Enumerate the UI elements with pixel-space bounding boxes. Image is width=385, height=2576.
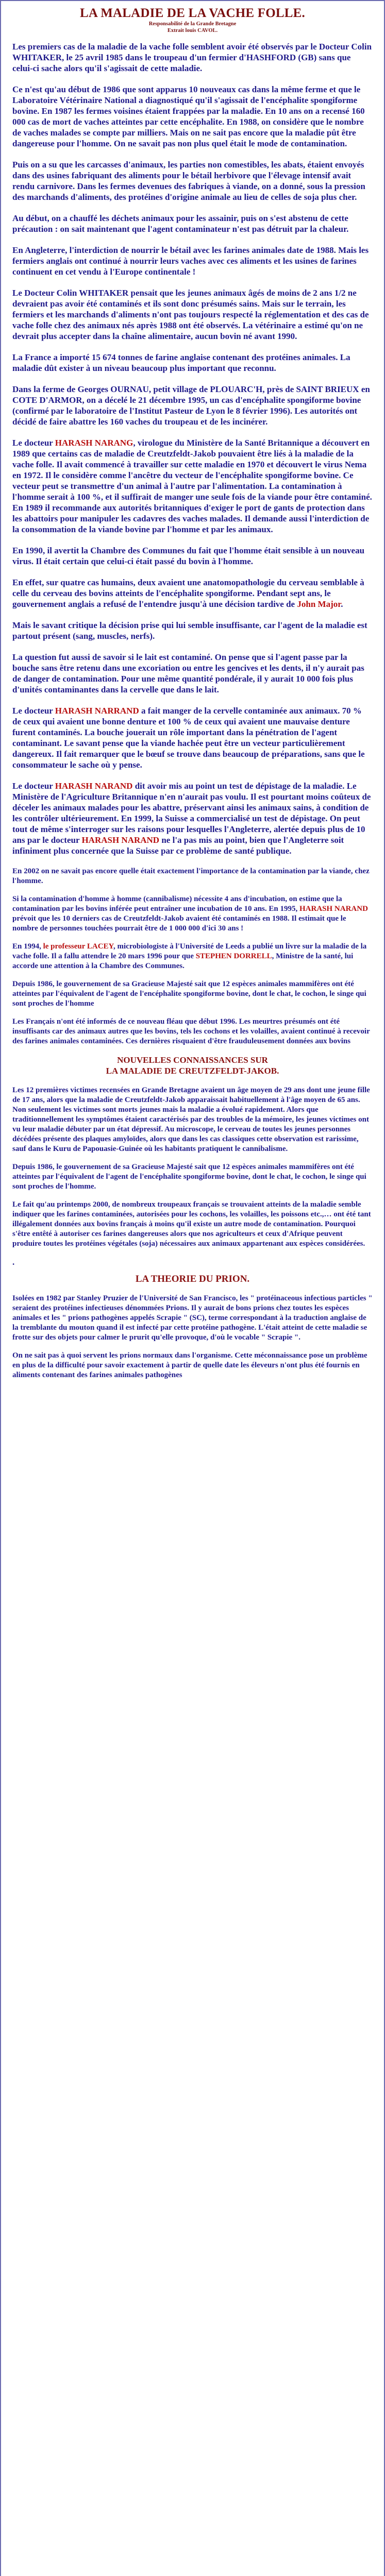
paragraph-text: Au début, on a chauffé les déchets animaux pour les assainir, puis on s'est abstenu de cette précaution : on sait maintenant que l'agent contaminateur n'est pas détruit par la chaleur. <box>12 213 349 234</box>
paragraph-text: prévoit que les 10 derniers cas de Creutzfeldt-Jakob avaient été contaminés en 1988. Il estimait que le nombre de personnes touchées pourrait être de 1 000 000 d'ici 30 ans ! <box>12 914 346 933</box>
paragraph-text: a fait manger de la cervelle contaminée aux animaux. 70 % de ceux qui avaient une bonne denture et 100 % de ceux qui avaient une mauvaise denture furent contaminés. La bouche jouerait un rôle important dans la pénétration de l'agent contaminant. Le savant pense que la viande hachée peut être un vecteur particulièrement dangereux. Il fait remarquer que le bœuf se trouve dans beaucoup de préparations, sans que le consommateur le sache où y pense. <box>12 706 365 770</box>
paragraph <box>12 287 373 342</box>
paragraph-text: On ne sait pas à quoi servent les prions normaux dans l'organisme. Cette méconnaissance pose un problème en plus de la difficulté pour savoir exactement à partir de quelle date les éleveurs n'ont plus été fournis en aliments contenant des farines animales pathogènes <box>12 1351 367 1379</box>
paragraph-text: , microbiologiste à l'Université de Leeds a publié un livre sur la maladie de la vache folle. Il a fallu attendre le 20 mars 1996 pour que <box>12 942 367 960</box>
paragraph-text: La question fut aussi de savoir si le lait est contaminé. <box>12 652 213 662</box>
paragraph <box>12 1162 373 1192</box>
subtitle-responsibility: Responsabilité de la Grande Bretagne <box>148 21 237 27</box>
paragraph <box>12 84 373 149</box>
paragraph-text: Depuis 1986, le gouvernement de sa Gracieuse Majesté sait que 12 espèces animales mammifères ont été atteintes par l'équivalent de l'agent de l'encéphalite spongiforme bovine, dont le chat, le cochon, le singe qui sont proches de l'homme. <box>12 1163 366 1191</box>
paragraph <box>12 213 373 234</box>
paragraph-text: Les premiers cas de la maladie de la vache folle semblent avoir été observés par le Docteur Colin WHITAKER, le 25 avril 1985 dans le troupeau d'un fermier d'HASHFORD (GB) sans que celui-ci sache alors qu'il s'agissait de cette maladie. <box>12 42 372 73</box>
section-heading-nouvelles-connaissances <box>12 1055 373 1076</box>
paragraph-text: , Ministre de la santé, lui accorde une attention à la Chambre des Communes. <box>12 952 354 970</box>
paragraph-text: . <box>341 599 343 609</box>
paragraph-text: En 2002 on ne savait pas encore quelle était exactement l'importance de la contamination par la viande, chez l'homme. <box>12 867 370 885</box>
paragraph <box>12 1351 373 1380</box>
paragraph <box>12 245 373 277</box>
paragraph-text: La France a importé 15 674 tonnes de farine anglaise contenant des protéines animales. La maladie dût exister à un niveau beaucoup plus important que reconnu. <box>12 352 350 373</box>
paragraph-text: ne l'a pas mis au point, bien que l'Angleterre soit infiniment plus concernée que la Suisse par ce problème de santé publique. <box>12 835 344 856</box>
paragraph <box>12 867 373 886</box>
section-heading-theorie-du-prion: LA THEORIE DU PRION. <box>135 1274 250 1284</box>
article-body-part-1 <box>12 41 373 1046</box>
paragraph-text: Mais le savant critique la décision prise qui lui semble insuffisante, car l'agent de la maladie est partout présent (sang, muscles, nerfs). <box>12 620 367 641</box>
highlighted-name: HARASH NARANG <box>55 438 133 448</box>
paragraph <box>12 352 373 374</box>
paragraph-text: Isolées en 1982 par Stanley Pruzier de l'Université de San Francisco, les " protéinaceous infectious particles " seraient des protéines infectieuses dénommées Prions. Il y aurait de bons prions chez toutes les espèces animales et les " prions pathogènes appelés Scrapie " (SC), terme correspondant à la traduction anglaise de la tremblante du mouton quand il est infecté par cette protéine pathogène. L'était atteint de cette maladie se frotte sur des objets pour calmer le prurit qu'elle provoque, d'où le vocable " Scrapie ". <box>12 1294 373 1342</box>
paragraph-text: dit avoir mis au point un test de dépistage de la maladie. Le Ministère de l'Agriculture Britannique n'en n'aurait pas voulu. <box>12 781 357 802</box>
highlighted-name: HARASH NARAND <box>299 905 368 913</box>
paragraph <box>12 437 373 535</box>
paragraph-text: Les Français n'ont été informés de ce nouveau fléau que début 1996. Les meurtres présumés ont été insuffisants car des animaux autres que les bovins, tels les cochons et les volailles, avaient continué à recevoir des farines animales contaminées. Ces dernières risquaient d'être frauduleusement données aux bovins <box>12 1018 370 1045</box>
highlighted-name: John Major <box>297 599 341 609</box>
paragraph-text: Il est pourtant moins coûteux de déceler les animaux malades pour les abattre, préservant ainsi les animaux sains, à condition de les contrôler ultérieurement. <box>12 792 371 823</box>
paragraph-text: Le fait qu'au printemps 2000, de nombreux troupeaux français se trouvaient atteints de la maladie semble indiquer que les farines contaminées, autorisées pour les cochons, les volailles, les poissons etc.,… ont été tant illégalement données aux bovins français à moins qu'il existe un autre mode de contamination. Pourquoi s'être entêté à autoriser ces farines dangereuses alors que nos agriculteurs et ceux d'Afrique peuvent produire toutes les protéines végétales (soja) nécessaires aux animaux appartenant aux espèces considérées. <box>12 1200 371 1248</box>
section-heading-line-1: NOUVELLES CONNAISSANCES SUR <box>117 1055 268 1065</box>
paragraph <box>12 652 373 695</box>
paragraph <box>12 979 373 1009</box>
paragraph <box>12 1200 373 1249</box>
paragraph-text: En 1999, la Suisse a commercialisé un test de dépistage. <box>119 814 328 823</box>
paragraph <box>12 41 373 74</box>
paragraph <box>12 545 373 567</box>
page-title: LA MALADIE DE LA VACHE FOLLE. <box>80 6 305 20</box>
paragraph <box>12 1017 373 1046</box>
paragraph-text: Les 12 premières victimes recensées en Grande Bretagne avaient un âge moyen de 29 ans dont une jeune fille de 17 ans, alors que la maladie de Creutzfeldt-Jakob apparaissait habituellement à l'âge moyen de 65 ans. Non seulement les victimes sont morts jeunes mais la maladie a évolué rapidement. Alors que traditionnellement les symptômes étaient caractérisés par des troubles de la mémoire, les jeunes victimes ont vu leur maladie débuter par un état dépressif. <box>12 1086 370 1133</box>
paragraph-text: Dans la ferme de Georges OURNAU, petit village de PLOUARC'H, près de SAINT BRIEUX en COTE D'ARMOR, on a décelé le 21 décembre 1995, un cas d'encéphalite spongiforme bovine (confirmé par le laboratoire de l'Institut Pasteur de Lyon le 8 février 1996). Les autorités ont décidé de faire abattre les 160 vaches du troupeau et de les incinérer. <box>12 384 370 427</box>
paragraph <box>12 620 373 641</box>
highlighted-name: HARASH NARRAND <box>55 706 139 716</box>
paragraph-text: La vétérinaire a estimé qu'on ne devrait plus accepter dans la chaîne alimentaire, aucun bovin né avant 1990. <box>12 320 363 341</box>
paragraph-text: Puis on a su que les carcasses d'animaux, les parties non comestibles, les abats, étaient envoyés dans des usines fabriquant des aliments pour le bétail herbivore que l'élevage intensif avait rendu carnivore. Dans les fermes devenues des fabriques à viande, on a donné, sous la pression des marchands d'aliments, des protéines d'origine animale au lieu de celles de soja plus cher. <box>12 160 365 202</box>
paragraph-text: Le Docteur Colin WHITAKER pensait que les jeunes animaux âgés de moins de 2 ans 1/2 ne devraient pas avoir été contaminés et ils sont donc présumés sains. Mais sur le terrain, les fermiers et les marchands d'aliments n'ont pas toujours respecté la réglementation et des cas de vache folle chez des animaux nés après 1988 ont été observés. <box>12 288 369 330</box>
paragraph <box>12 894 373 934</box>
paragraph <box>12 942 373 971</box>
paragraph-text: On pense que si l'agent passe par la bouche sans être retenu dans une excoriation ou entre les gencives et les dents, il n'y aurait pas de danger de contamination. Pour une même quantité pondérale, il y aurait 10 000 fois plus d'unités contaminantes dans la cervelle que dans le lait. <box>12 652 364 694</box>
paragraph-text: Le docteur <box>12 438 55 448</box>
paragraph-text: Si la contamination d'homme à homme (cannibalisme) nécessite 4 ans d'incubation, on estime que la contamination par les bovins inférée peut entraîner une incubation de 10 ans. En 1995, <box>12 895 342 913</box>
article-body-part-2 <box>12 1086 373 1249</box>
paragraph <box>12 159 373 202</box>
paragraph-text: Au microscope, le cerveau de toutes les jeunes personnes décédées présente des plaques amyloïdes, alors que dans les cas classiques cette observation est rarissime, sauf dans le Kuru de Papouasie-Guinée où les habitants pratiquent le cannibalisme. <box>12 1125 359 1153</box>
paragraph-text: , virologue du Ministère de la Santé Britannique a découvert en 1989 que certains cas de maladie de Creutzfeldt-Jakob pouvaient être liés à la maladie de la vache folle. Il avait commencé à travailler sur cette maladie en 1970 et découvert le virus Nema en 1972. Il le considère comme l'ancêtre du vecteur de l'encéphalite spongiforme bovine. Ce vecteur peut se transmettre d'un animal à l'autre par l'alimentation. La contamination à l'homme serait à 100 %, et il suffirait de manger une seule fois de la viande pour être contaminé. En 1989 il recommande aux autorités britanniques d'exiger le port de gants de protection dans les abattoirs pour manipuler les cadavres des vaches malades. Il demande aussi l'interdiction de la consommation de la viande bovine par l'homme et par les animaux. <box>12 438 372 534</box>
highlighted-name: HARASH NARAND <box>55 781 133 791</box>
subtitle <box>12 21 373 34</box>
paragraph <box>12 577 373 609</box>
paragraph-text: En effet, sur quatre cas humains, deux avaient une anatomopathologie du cerveau semblable à celle du cerveau des bovins atteints de l'encéphalite spongiforme. Pendant sept ans, le gouvernement anglais a refusé de l'entendre jusqu'à une décision tardive de <box>12 578 364 609</box>
paragraph <box>12 1294 373 1343</box>
highlighted-name: le professeur LACEY <box>43 942 114 951</box>
paragraph-text: Le docteur <box>12 706 55 716</box>
paragraph <box>12 705 373 770</box>
paragraph <box>12 1086 373 1154</box>
paragraph-text: On peut tout de même s'interroger sur les raisons pour lesquelles l'Angleterre, alertée depuis plus de 10 ans par le docteur <box>12 814 365 845</box>
paragraph-text: Le docteur <box>12 781 55 791</box>
paragraph-text: Depuis 1986, le gouvernement de sa Gracieuse Majesté sait que 12 espèces animales mammifères ont été atteintes par l'équivalent de l'agent de l'encéphalite spongiforme bovine, dont le chat, le cochon, le singe qui sont proches de l'homme <box>12 980 366 1008</box>
highlighted-name: HARASH NARAND <box>81 835 160 845</box>
highlighted-name: STEPHEN DORRELL <box>195 952 272 960</box>
paragraph <box>12 384 373 427</box>
paragraph <box>12 781 373 856</box>
paragraph-text: Ce n'est qu'au début de 1986 que sont apparus 10 nouveaux cas dans la même ferme et que le Laboratoire Vétérinaire National a diagnostiqué qu'il s'agissait de l'encéphalite spongiforme bovine. En 1987 les fermes voisines étaient frappées par la maladie. En 10 ans on a recensé 160 000 cas de mort de vaches atteintes par cette encéphalite. En 1988, on considère que le nombre de vaches malades se compte par milliers. Mais on ne sait pas encore que la maladie pût être dangereuse pour l'homme. On ne savait pas non plus quel était le mode de contamination. <box>12 84 365 148</box>
separator-dot: . <box>12 1257 15 1267</box>
paragraph-text: En Angleterre, l'interdiction de nourrir le bétail avec les farines animales date de 1988. Mais les fermiers anglais ont continué à nourrir leurs vaches avec ces aliments et les usines de farines continuent en cet vendu à l'Europe continentale ! <box>12 245 369 277</box>
section-heading-line-2: LA MALADIE DE CREUTZFELDT-JAKOB. <box>106 1066 279 1076</box>
article-body-part-3 <box>12 1294 373 1380</box>
paragraph-text: En 1990, il avertit la Chambre des Communes du fait que l'homme était sensible à un nouveau virus. Il était certain que celui-ci était passé du bovin à l'homme. <box>12 546 365 566</box>
paragraph-text: En 1994, <box>12 942 43 951</box>
subtitle-author: Extrait louis CAVOL. <box>167 28 218 33</box>
